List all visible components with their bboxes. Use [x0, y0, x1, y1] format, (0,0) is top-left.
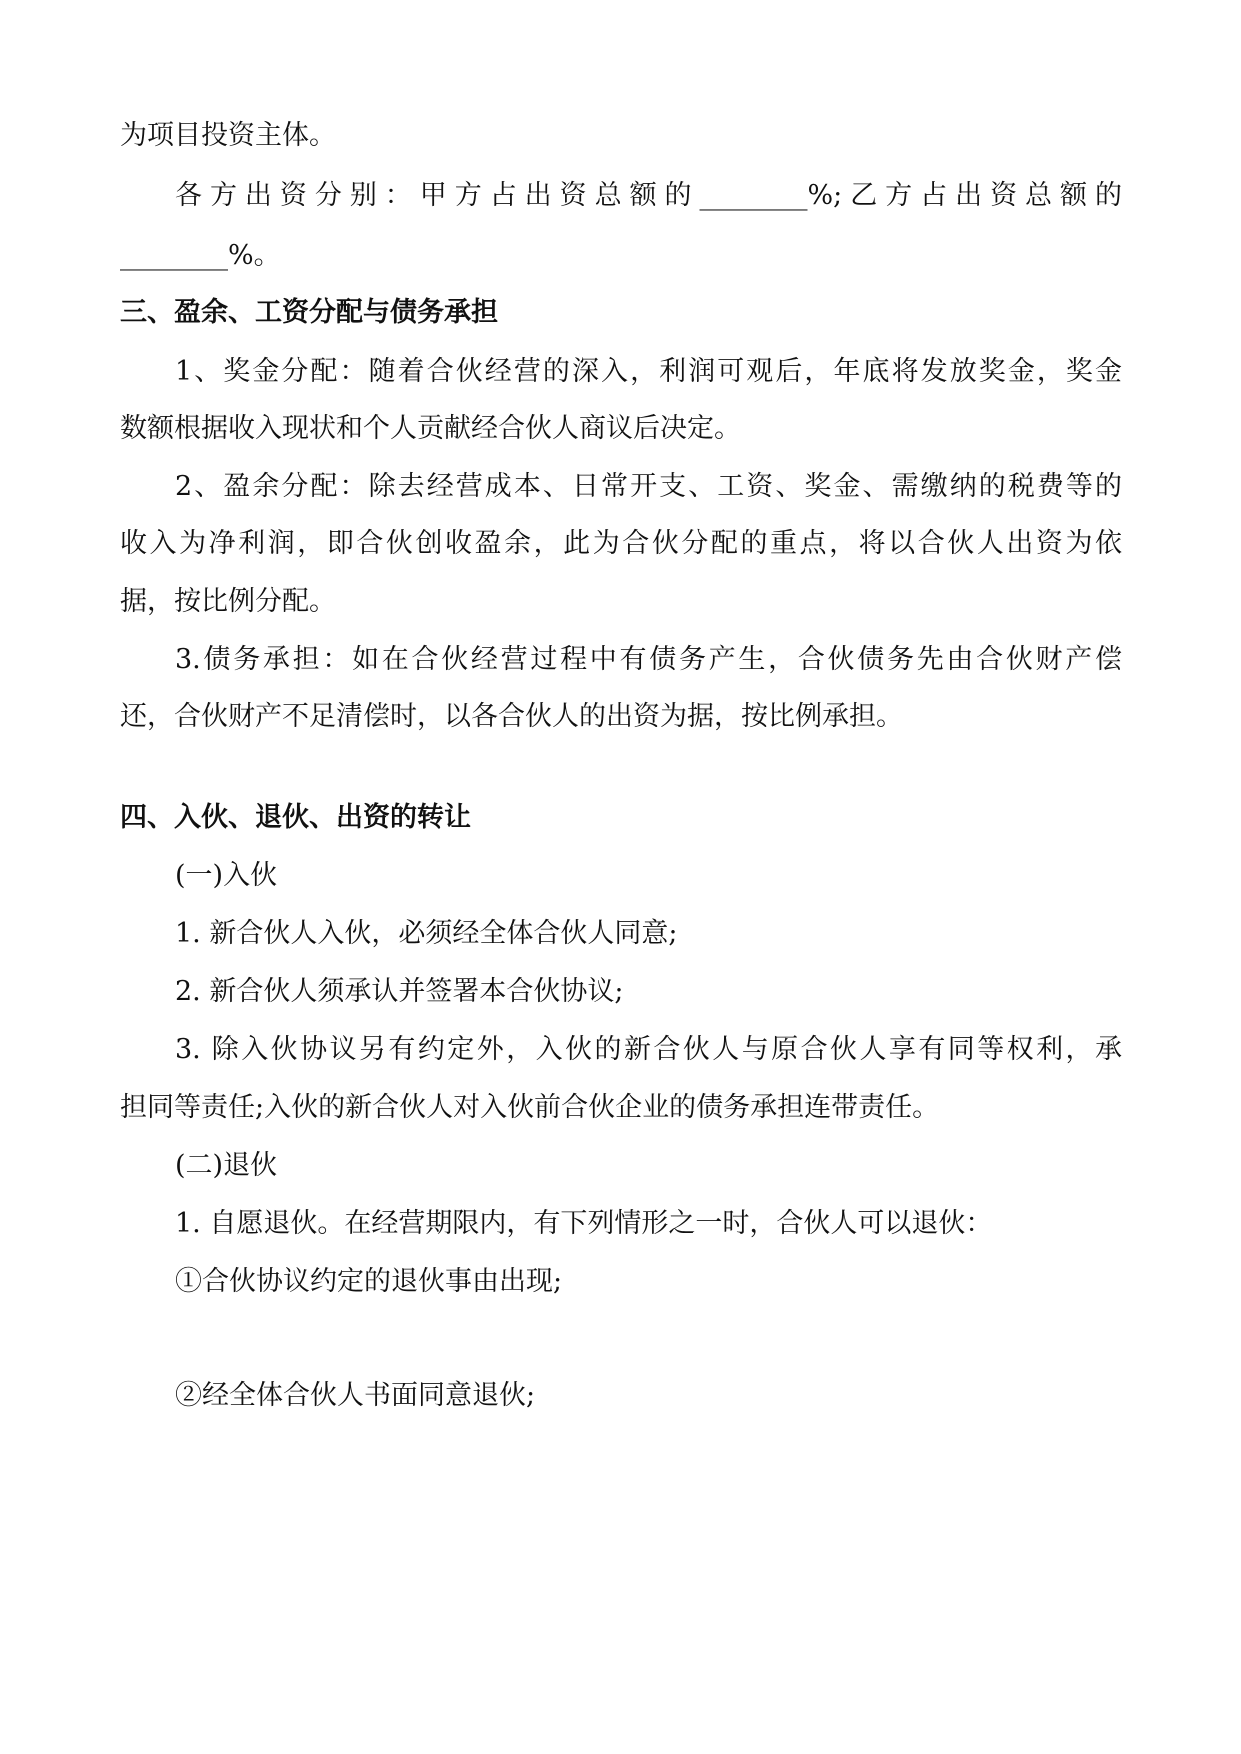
paragraph-line: 据，按比例分配。: [120, 586, 336, 617]
subsection-heading: (二)退伙: [175, 1150, 278, 1181]
paragraph-line: 担同等责任;入伙的新合伙人对入伙前合伙企业的债务承担连带责任。: [120, 1092, 940, 1123]
paragraph-line: ________%。: [120, 240, 281, 271]
list-item: ②经全体合伙人书面同意退伙;: [175, 1380, 536, 1411]
section-heading: 三、盈余、工资分配与债务承担: [120, 297, 498, 328]
list-item: 1. 自愿退伙。在经营期限内，有下列情形之一时，合伙人可以退伙：: [175, 1208, 993, 1239]
paragraph-line: 收入为净利润，即合伙创收盈余，此为合伙分配的重点，将以合伙人出资为依: [120, 528, 1122, 559]
paragraph-line: 为项目投资主体。: [120, 120, 336, 151]
subsection-heading: (一)入伙: [175, 860, 278, 891]
list-item: ①合伙协议约定的退伙事由出现;: [175, 1266, 563, 1297]
paragraph-line: 数额根据收入现状和个人贡献经合伙人商议后决定。: [120, 413, 741, 444]
paragraph-line: 3.债务承担：如在合伙经营过程中有债务产生，合伙债务先由合伙财产偿: [175, 644, 1122, 675]
section-heading: 四、入伙、退伙、出资的转让: [120, 802, 471, 833]
list-item: 3. 除入伙协议另有约定外，入伙的新合伙人与原合伙人享有同等权利，承: [175, 1034, 1122, 1065]
paragraph-line: 各方出资分别：甲方占出资总额的________%;乙方占出资总额的: [175, 180, 1122, 211]
paragraph-line: 2、盈余分配：除去经营成本、日常开支、工资、奖金、需缴纳的税费等的: [175, 471, 1122, 502]
list-item: 2. 新合伙人须承认并签署本合伙协议;: [175, 976, 624, 1007]
paragraph-line: 1、奖金分配：随着合伙经营的深入，利润可观后，年底将发放奖金，奖金: [175, 356, 1122, 387]
paragraph-line: 还，合伙财产不足清偿时，以各合伙人的出资为据，按比例承担。: [120, 701, 903, 732]
list-item: 1. 新合伙人入伙，必须经全体合伙人同意;: [175, 918, 678, 949]
